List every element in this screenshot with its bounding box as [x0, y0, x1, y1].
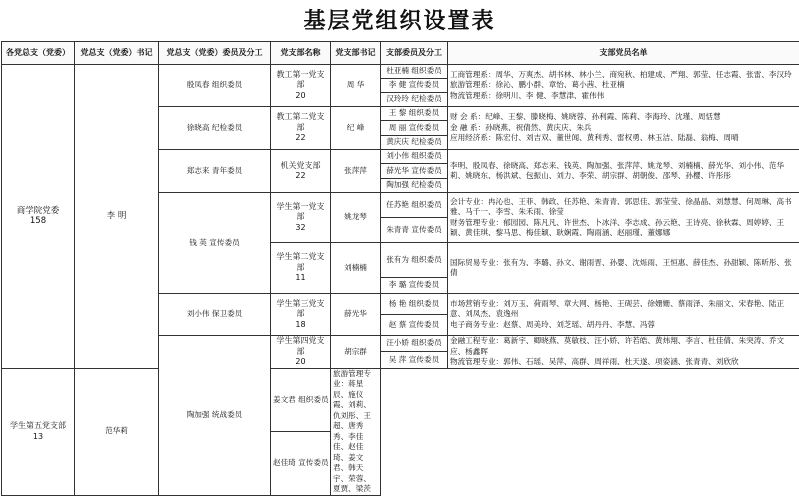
branch-name-cell	[271, 294, 331, 336]
table-row	[2, 65, 799, 79]
branch-name-cell	[271, 107, 331, 150]
header-cell: 党支部书记	[331, 42, 381, 65]
branch-committee-member: 李 健 宣传委员	[381, 79, 448, 93]
member-line: 工商管理系：周华、万爽杰、胡书林、林小兰、商宛秋、柏建成、严翔、郭莹、任志霞、张雷、李汉玲	[450, 70, 797, 81]
member-line: 李明、殷凤春、徐晓高、郑志来、钱英、陶加强、张萍萍、姚龙琴、刘楠楠、薛光华、刘小伟、范华莉、姚晓东、杨洪斌、包振山、刘力、李荣、胡宗群、胡朝俊、邵琴、孙樱、许彤彤	[450, 161, 797, 182]
branch-name-cell	[271, 243, 331, 294]
general-member-cell: 钱 英 宣传委员	[159, 193, 271, 294]
branch-committee-member: 李 璐 宣传委员	[381, 277, 448, 293]
header-cell: 支部党员名单	[448, 42, 799, 65]
branch-committee-member: 汉玲玲 纪检委员	[381, 93, 448, 107]
branch-name: 学生第五党支部	[4, 421, 72, 432]
header-cell: 党总支（党委）书记	[75, 42, 159, 65]
member-line: 财 会 系：纪峰、王黎、滕晓梅、姚晓蓉、孙利霞、陈莉、李海玲、沈瑾、周恬慧	[450, 112, 797, 123]
member-line: 金 融 系：孙晓燕、祝倩然、黄庆庆、朱兵	[450, 123, 797, 134]
branch-committee-member: 张有为 组织委员	[381, 243, 448, 278]
committee-count: 158	[4, 216, 72, 227]
general-member-cell: 郑志来 青年委员	[159, 150, 271, 193]
member-line: 电子商务专业：赵蔡、周美玲、刘芝瑶、胡丹丹、李慧、冯蓉	[450, 320, 797, 331]
branch-committee-member: 朱青青 宣传委员	[381, 218, 448, 243]
branch-members-cell	[448, 107, 799, 150]
branch-committee-member: 刘小伟 组织委员	[381, 150, 448, 164]
branch-count: 22	[273, 171, 328, 182]
member-line: 金融工程专业：葛新宇、卿晓燕、莫敏枝、汪小娇、许若皓、黄炜翔、李言、杜佳倩、朱突涛、乔文应、杨鑫晖	[450, 336, 797, 357]
branch-committee-member: 杨 艳 组织委员	[381, 294, 448, 315]
branch-count: 13	[4, 432, 72, 443]
table-row	[2, 368, 799, 432]
member-line: 物流管理系：徐明川、李 健、李慧津、霍伟伟	[450, 91, 797, 102]
branch-members-cell	[331, 368, 381, 495]
branch-count: 18	[273, 320, 328, 331]
branch-name-cell	[271, 150, 331, 193]
general-member-cell: 陶加强 统战委员	[159, 336, 271, 496]
general-member-cell: 殷凤春 组织委员	[159, 65, 271, 107]
committee-secretary: 李 明	[75, 65, 159, 369]
organization-table	[1, 41, 799, 496]
branch-secretary: 刘楠楠	[331, 243, 381, 294]
member-line: 旅游管理专业：蒋星辰、施仪霞、刘莉、仇刘彤、王超、唐秀秀、李佳佳、赵佳琦、姜文君、韩天宇、荣蓉、夏贾、梁茨	[333, 369, 378, 495]
branch-secretary: 姚龙琴	[331, 193, 381, 243]
branch-name: 学生第一党支部	[273, 202, 328, 223]
branch-committee-member: 薛光华 宣传委员	[381, 164, 448, 178]
branch-count: 11	[273, 273, 328, 284]
branch-name-cell	[271, 193, 331, 243]
branch-members-cell	[448, 336, 799, 369]
member-line: 市场营销专业：刘万玉、荷雨琴、章大网、杨艳、王砚芸、徐姗姗、蔡雨泽、朱丽文、宋春艳、陆正意、刘凤杰、袁逸州	[450, 299, 797, 320]
branch-secretary: 周 华	[331, 65, 381, 107]
branch-secretary: 薛光华	[331, 294, 381, 336]
member-line: 会计专业：冉沁也、王菲、韩政、任苏艳、朱青青、郭思佳、郭莹莹、徐晶晶、刘慧慧、何周琳、高书雅、马千一、李雪、朱禾雨、徐莹	[450, 197, 797, 218]
member-line: 物流管理专业：郭伟、石瑶、吴萍、高群、周祥雨、杜天遂、项姿涵、张青青、刘欣欣	[450, 357, 797, 368]
branch-name: 机关党支部	[273, 161, 328, 172]
branch-name: 学生第二党支部	[273, 252, 328, 273]
branch-committee-member: 赵佳琦 宣传委员	[271, 432, 331, 496]
branch-committee-member: 王 黎 组织委员	[381, 107, 448, 121]
branch-name-cell	[2, 368, 75, 495]
member-line: 国际贸易专业：张有为、李璐、孙文、谢雨晋、孙婴、沈烁雨、王恒惠、薛佳杰、孙甜颖、陈昕彤、张倩	[450, 258, 797, 279]
header-cell: 支部委员及分工	[381, 42, 448, 65]
general-member-cell: 刘小伟 保卫委员	[159, 294, 271, 336]
page-title: 基层党组织设置表	[0, 4, 799, 35]
member-line: 应用经济系：陈宏付、刘吉双、董世闻、黄利秀、雷权勇、林玉洁、陆磊、翁梅、周晴	[450, 133, 797, 144]
branch-name: 学生第三党支部	[273, 299, 328, 320]
branch-members-cell	[448, 65, 799, 107]
member-line: 财务管理专业：郁园园、陈凡凡、许世杰、卜冰洋、李志成、孙云艳、王诗亮、徐秋霖、周婷婷、王颖、黄佳琪、黎马思、梅佳颖、耿娴霞、陶雨涵、赵丽瑾、董娜娜	[450, 218, 797, 239]
branch-committee-member: 周 丽 宣传委员	[381, 121, 448, 135]
branch-committee-member: 陶加强 纪检委员	[381, 178, 448, 192]
branch-count: 22	[273, 133, 328, 144]
branch-committee-member: 汪小娇 组织委员	[381, 336, 448, 352]
branch-secretary: 张萍萍	[331, 150, 381, 193]
committee-cell	[2, 65, 75, 369]
branch-name: 教工第二党支部	[273, 112, 328, 133]
branch-committee-member: 黄庆庆 纪检委员	[381, 135, 448, 149]
branch-name: 教工第一党支部	[273, 70, 328, 91]
branch-committee-member: 任苏艳 组织委员	[381, 193, 448, 218]
branch-secretary: 纪 峰	[331, 107, 381, 150]
branch-committee-member: 吴 萍 宣传委员	[381, 352, 448, 368]
branch-members-cell	[448, 243, 799, 294]
header-cell: 党总支（党委）委员及分工	[159, 42, 271, 65]
branch-name: 学生第四党支部	[273, 336, 328, 357]
committee-name: 商学院党委	[4, 206, 72, 217]
branch-count: 20	[273, 91, 328, 102]
branch-committee-member: 赵 蔡 宣传委员	[381, 315, 448, 336]
member-line: 旅游管理系：徐沁、鹏小群、章怡、葛小茜、杜亚楠	[450, 80, 797, 91]
branch-name-cell	[271, 65, 331, 107]
general-member-cell: 徐晓高 纪检委员	[159, 107, 271, 150]
branch-committee-member: 姜文君 组织委员	[271, 368, 331, 432]
branch-secretary: 胡宗群	[331, 336, 381, 369]
branch-secretary: 范华莉	[75, 368, 159, 495]
branch-count: 20	[273, 357, 328, 368]
branch-committee-member: 杜亚楠 组织委员	[381, 65, 448, 79]
branch-count: 32	[273, 223, 328, 234]
branch-members-cell	[448, 294, 799, 336]
branch-members-cell	[448, 193, 799, 243]
header-cell: 各党总支（党委）	[2, 42, 75, 65]
branch-members-cell	[448, 150, 799, 193]
branch-name-cell	[271, 336, 331, 369]
header-cell: 党支部名称	[271, 42, 331, 65]
header-row	[2, 42, 799, 65]
